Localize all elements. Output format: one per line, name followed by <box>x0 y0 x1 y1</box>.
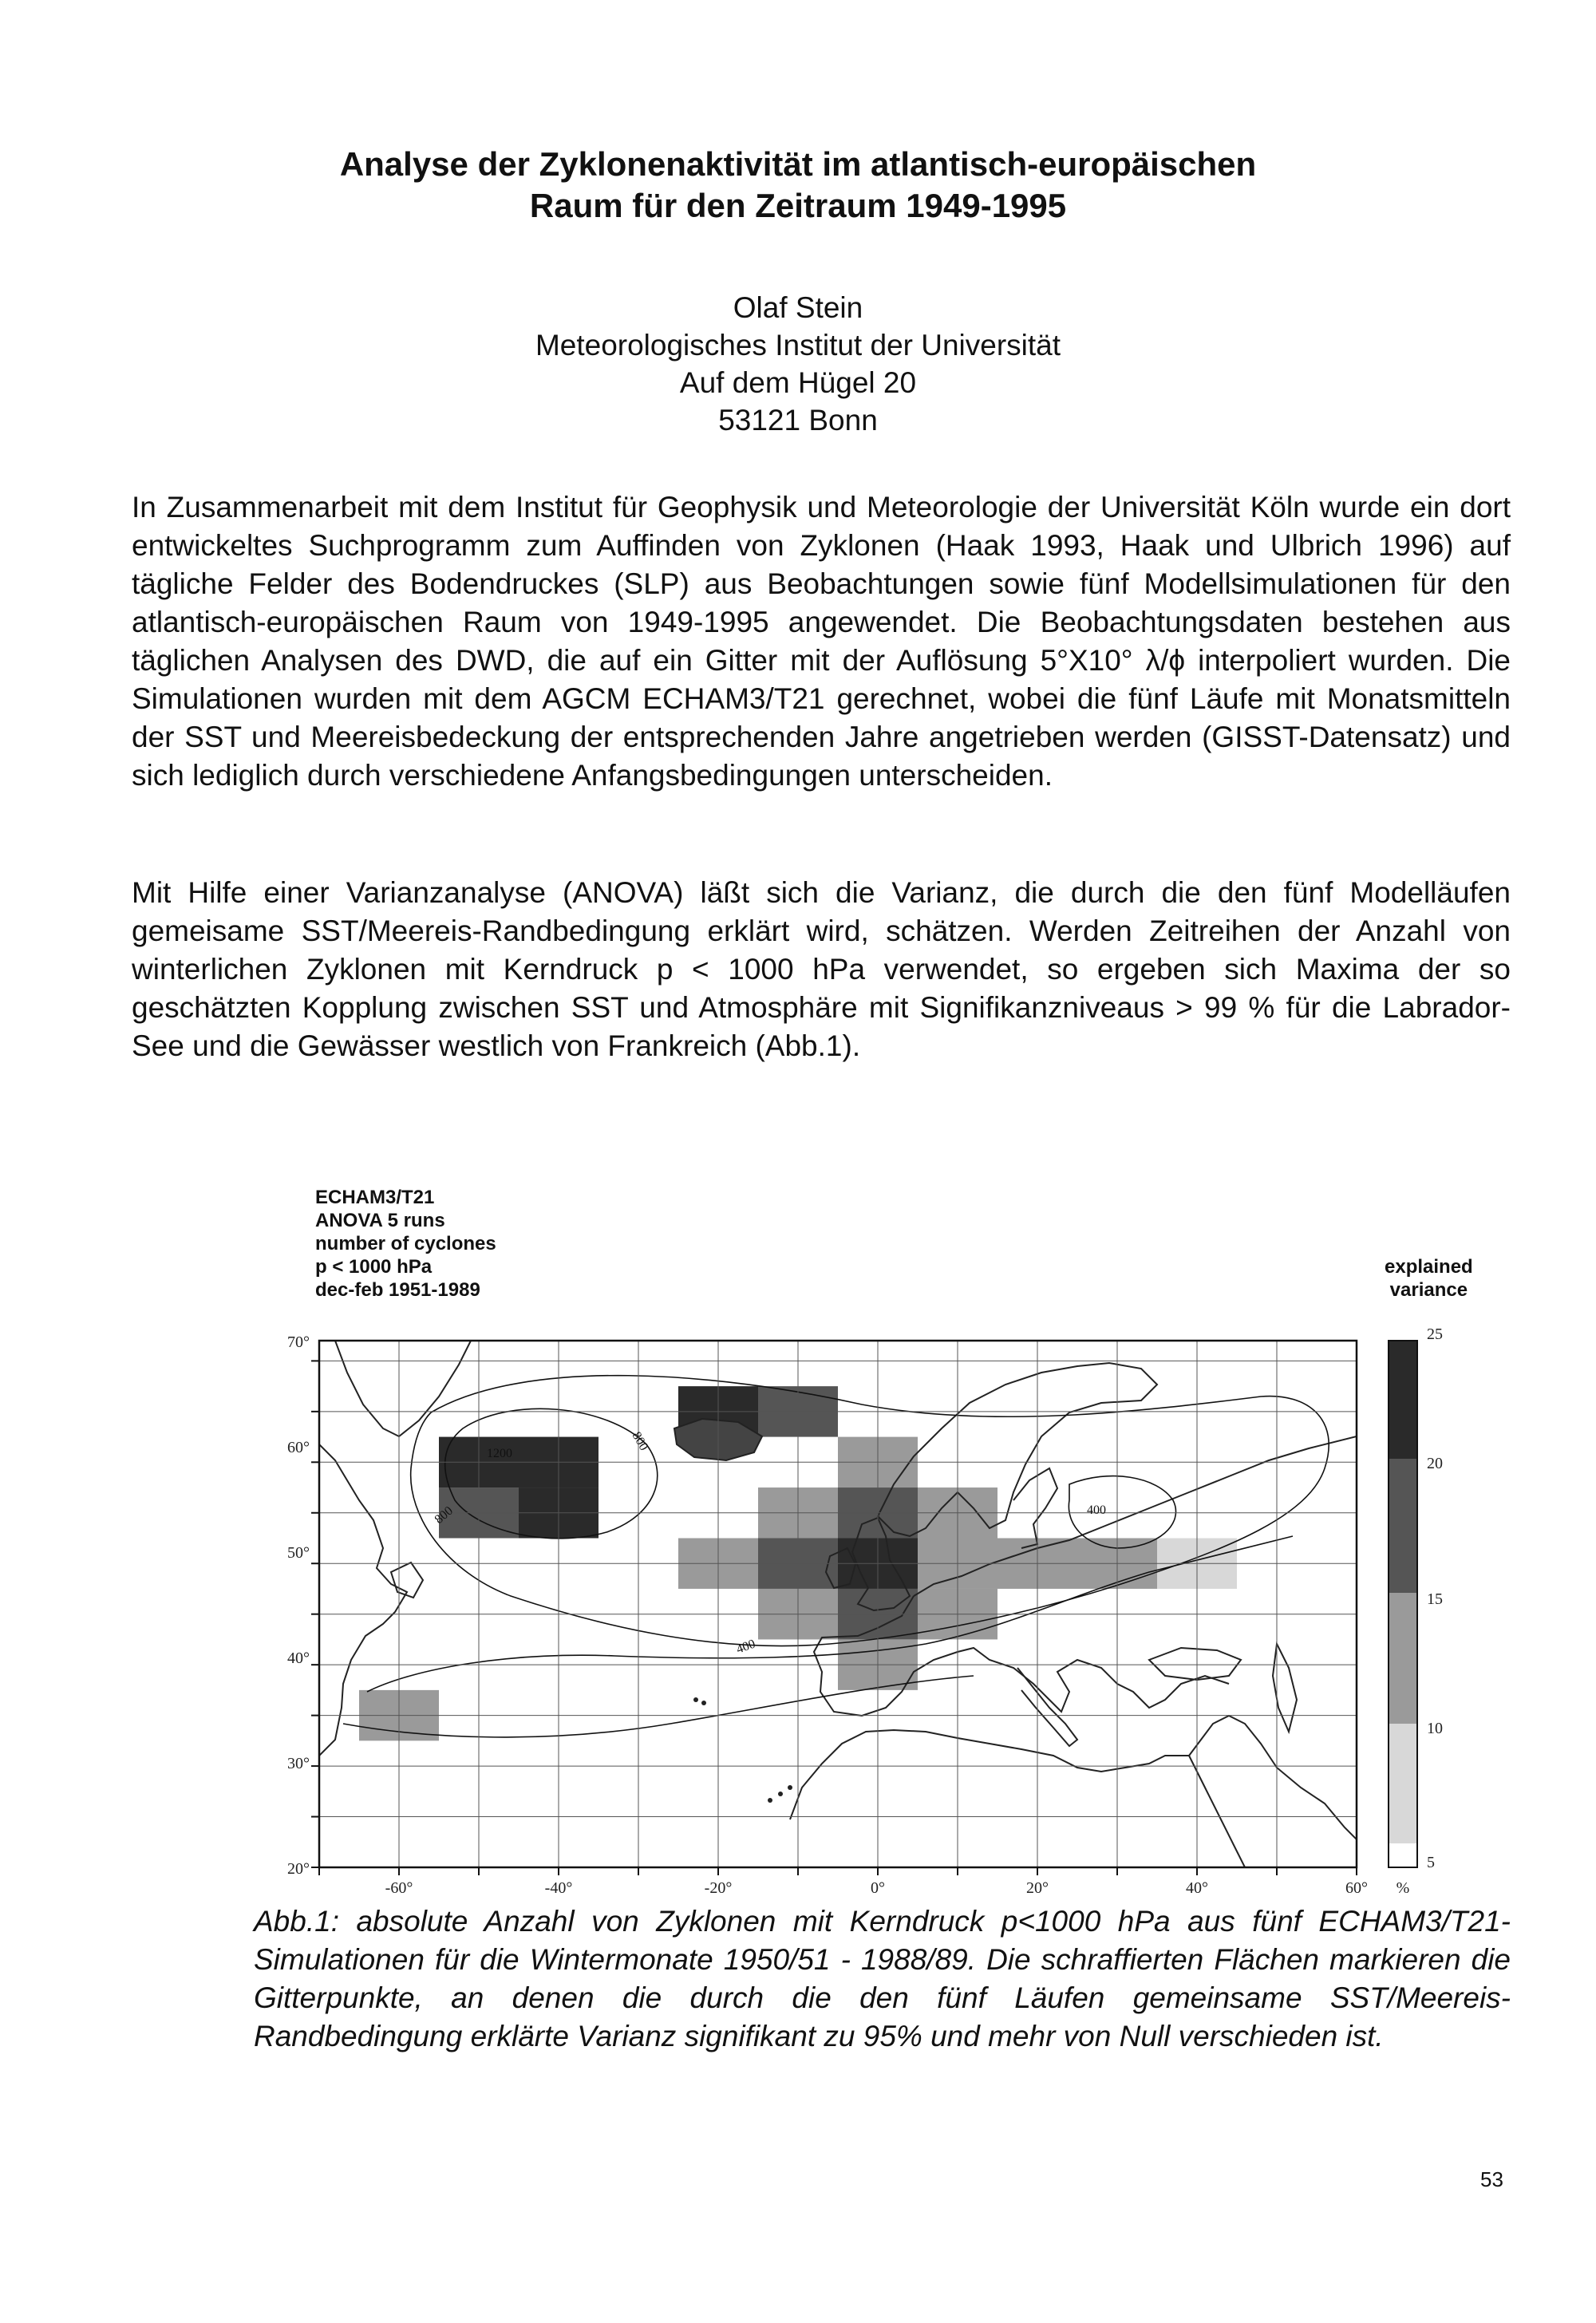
lat-label: 30° <box>287 1755 310 1772</box>
colorbar-title <box>1385 1255 1473 1302</box>
contour-label: 800 <box>432 1503 456 1527</box>
colorbar-segment-light <box>1389 1724 1417 1843</box>
contour-label: 1200 <box>487 1447 512 1460</box>
lat-label: 60° <box>287 1439 310 1456</box>
colorbar-unit: % <box>1396 1879 1410 1897</box>
lon-label: 40° <box>1186 1879 1208 1897</box>
lon-label: 20° <box>1026 1879 1049 1897</box>
contour-400-east <box>1069 1476 1175 1548</box>
paper-title <box>128 144 1468 227</box>
lon-label: -20° <box>704 1879 733 1897</box>
legend-line: p < 1000 hPa <box>315 1256 433 1278</box>
figure-caption: Abb.1: absolute Anzahl von Zyklonen mit Kerndruck p<1000 hPa aus fünf ECHAM3/T21-Simulationen für die Wintermonate 1950/51 - 1988/89. Die schraffierten Flächen markieren die Gitterpunkte, an denen die durch die den fünf Läufen gemeinsame SST/Meereis-Randbedingung erklärte Varianz signifikant zu 95% und mehr von Null verschieden ist. <box>254 1905 1511 2052</box>
author-city: 53121 Bonn <box>718 404 878 437</box>
lon-label: 60° <box>1345 1879 1368 1897</box>
cyclone-variance-map <box>271 1309 1484 1915</box>
title-line-2: Raum für den Zeitraum 1949-1995 <box>529 187 1067 224</box>
coastline-middle-east <box>1189 1716 1357 1839</box>
latitude-labels <box>287 1333 310 1878</box>
author-name: Olaf Stein <box>733 291 863 324</box>
colorbar-tick: 5 <box>1427 1854 1435 1871</box>
coastline-italy <box>1017 1668 1077 1746</box>
azores-island <box>701 1701 706 1705</box>
figure-legend <box>315 1186 496 1302</box>
colorbar-tick: 10 <box>1427 1720 1443 1737</box>
colorbar-title-line-1: explained <box>1385 1256 1473 1278</box>
author-street: Auf dem Hügel 20 <box>679 366 917 399</box>
lon-label: 0° <box>871 1879 885 1897</box>
coastline-black-sea <box>1149 1648 1241 1680</box>
colorbar <box>1389 1325 1443 1897</box>
lon-label: -60° <box>385 1879 413 1897</box>
longitude-labels <box>385 1879 1368 1897</box>
canary-island <box>788 1785 792 1790</box>
legend-line: ECHAM3/T21 <box>315 1187 435 1208</box>
contour-label: 400 <box>1087 1503 1106 1517</box>
lat-label: 70° <box>287 1333 310 1351</box>
legend-line: ANOVA 5 runs <box>315 1210 445 1231</box>
azores-island <box>693 1697 698 1702</box>
coastline-baltic <box>1013 1468 1057 1548</box>
colorbar-tick: 20 <box>1427 1455 1443 1472</box>
contour-label: 800 <box>629 1429 651 1453</box>
colorbar-tick: 15 <box>1427 1590 1443 1608</box>
title-line-1: Analyse der Zyklonenaktivität im atlantisch-europäischen <box>339 145 1257 183</box>
colorbar-segment-dark <box>1389 1341 1417 1459</box>
colorbar-segment-white <box>1389 1843 1417 1867</box>
colorbar-title-line-2: variance <box>1389 1279 1468 1301</box>
legend-line: number of cyclones <box>315 1233 496 1254</box>
author-block <box>128 289 1468 439</box>
lat-label: 50° <box>287 1544 310 1562</box>
lat-label: 20° <box>287 1860 310 1878</box>
coastline-north-africa <box>790 1730 1189 1819</box>
canary-island <box>778 1792 783 1796</box>
colorbar-segment-medium <box>1389 1593 1417 1724</box>
coastline-greenland <box>335 1341 471 1436</box>
body-paragraph-1: In Zusammenarbeit mit dem Institut für Geophysik und Meteorologie der Universität Köln wurde ein dort entwickeltes Suchprogramm zum Auffinden von Zyklonen (Haak 1993, Haak und Ulbrich 1996) auf tägliche Felder des Bodendruckes (SLP) aus Beobachtungen sowie fünf Modellsimulationen für den atlantisch-europäischen Raum von 1949-1995 angewendet. Die Beobachtungsdaten bestehen aus täglichen Analysen des DWD, die auf ein Gitter mit der Auflösung 5°X10° λ/ϕ interpoliert wurden. Die Simulationen wurden mit dem AGCM ECHAM3/T21 gerechnet, wobei die fünf Läufe mit Monatsmitteln der SST und Meereisbedeckung der entsprechenden Jahre angetrieben werden (GISST-Datensatz) und sich lediglich durch verschiedene Anfangsbedingungen unterscheiden. <box>132 491 1511 792</box>
author-affiliation: Meteorologisches Institut der Universität <box>535 329 1061 361</box>
legend-line: dec-feb 1951-1989 <box>315 1279 480 1301</box>
contour-label: 400 <box>734 1637 757 1657</box>
body-paragraph-2: Mit Hilfe einer Varianzanalyse (ANOVA) läßt sich die Varianz, die durch die den fünf Modelläufen gemeisame SST/Meereis-Randbedingung erklärt wird, schätzen. Werden Zeitreihen der Anzahl von winterlichen Zyklonen mit Kerndruck p < 1000 hPa verwendet, so ergeben sich Maxima der so geschätzten Kopplung zwischen SST und Atmosphäre mit Signifikanzniveaus > 99 % für die Labrador-See und die Gewässer westlich von Frankreich (Abb.1). <box>132 876 1511 1062</box>
lon-label: -40° <box>544 1879 573 1897</box>
lat-label: 40° <box>287 1649 310 1667</box>
page-number: 53 <box>1480 2167 1503 2191</box>
colorbar-tick: 25 <box>1427 1325 1443 1343</box>
canary-island <box>768 1798 772 1803</box>
colorbar-segment-medium-dark <box>1389 1459 1417 1593</box>
